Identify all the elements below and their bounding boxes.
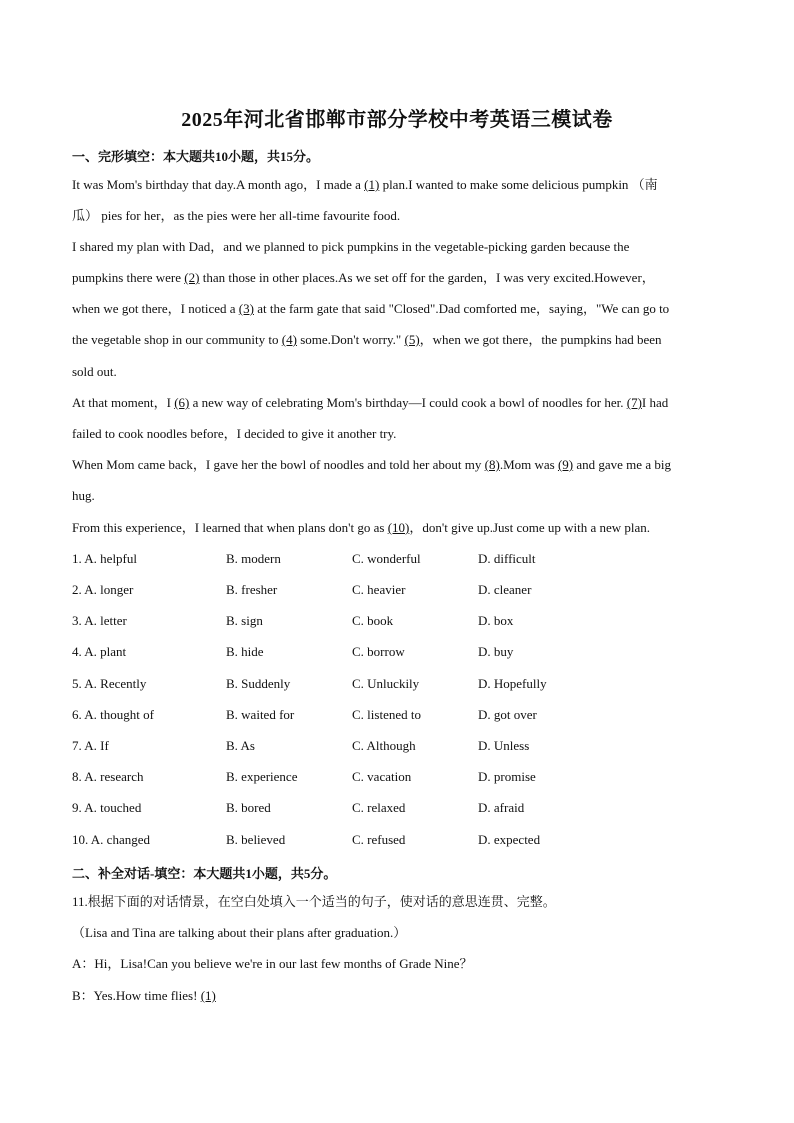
option-a: 2. A. longer — [72, 582, 134, 597]
passage-text: When Mom came back，I gave her the bowl of noodles and told her about my — [72, 457, 485, 472]
passage-line — [72, 520, 722, 536]
option-b: B. bored — [226, 800, 271, 815]
passage-text: at the farm gate that said "Closed".Dad comforted me，saying，"We can go to — [253, 301, 670, 316]
passage-line: 瓜） pies for her，as the pies were her all-time favourite food. — [72, 208, 401, 223]
passage-line — [72, 301, 722, 317]
blank-1: (1) — [364, 177, 380, 192]
passage-text: and gave me a big — [573, 457, 671, 472]
option-c: C. listened to — [352, 707, 421, 722]
option-a: 5. A. Recently — [72, 676, 147, 691]
passage-text: than those in other places.As we set off for the garden，I was very excited.However， — [199, 270, 655, 285]
option-a: 8. A. research — [72, 769, 144, 784]
option-d: D. Hopefully — [478, 676, 547, 691]
option-c: C. relaxed — [352, 800, 406, 815]
dialogue-text: B：Yes.How time flies! — [72, 988, 201, 1003]
option-b: B. hide — [226, 644, 264, 659]
blank-5: (5) — [404, 332, 420, 347]
passage-line — [72, 270, 722, 286]
option-d: D. got over — [478, 707, 537, 722]
passage-text: when we got there，I noticed a — [72, 301, 239, 316]
passage-line — [72, 332, 722, 348]
option-d: D. box — [478, 613, 514, 628]
passage-line: failed to cook noodles before，I decided to give it another try. — [72, 426, 397, 441]
option-d: D. expected — [478, 832, 541, 847]
blank-4: (4) — [281, 332, 297, 347]
passage-text: At that moment，I — [72, 395, 175, 410]
option-d: D. difficult — [478, 551, 536, 566]
option-b: B. Suddenly — [226, 676, 291, 691]
option-b: B. fresher — [226, 582, 278, 597]
passage-text: I had — [641, 395, 669, 410]
option-a: 9. A. touched — [72, 800, 142, 815]
dialogue-line-b — [72, 988, 722, 1004]
option-c: C. vacation — [352, 769, 412, 784]
option-row-4 — [72, 644, 722, 660]
option-d: D. afraid — [478, 800, 525, 815]
option-a: 3. A. letter — [72, 613, 127, 628]
passage-line — [72, 177, 722, 193]
passage-line: hug. — [72, 488, 95, 503]
passage-line — [72, 395, 722, 411]
question-11-instruction: 11.根据下面的对话情景，在空白处填入一个适当的句子，使对话的意思连贯、完整。 — [72, 894, 556, 909]
option-row-1 — [72, 551, 722, 567]
blank-6: (6) — [174, 395, 190, 410]
page-title: 2025年河北省邯郸市部分学校中考英语三模试卷 — [181, 109, 613, 131]
blank-9: (9) — [557, 457, 574, 472]
option-a: 1. A. helpful — [72, 551, 137, 566]
option-row-6 — [72, 707, 722, 723]
option-c: C. refused — [352, 832, 406, 847]
blank-3: (3) — [238, 301, 254, 316]
option-c: C. Unluckily — [352, 676, 420, 691]
passage-text: plan.I wanted to make some delicious pumpkin （南 — [379, 177, 658, 192]
passage-line: I shared my plan with Dad，and we planned to pick pumpkins in the vegetable-picking garden because the — [72, 239, 630, 254]
option-row-9 — [72, 800, 722, 816]
blank-2: (2) — [184, 270, 200, 285]
passage-text: From this experience，I learned that when plans don't go as — [72, 520, 388, 535]
section-1-heading: 一、完形填空：本大题共10小题，共15分。 — [72, 149, 320, 164]
option-b: B. As — [226, 738, 255, 753]
dialogue-line-a: A：Hi，Lisa!Can you believe we're in our last few months of Grade Nine？ — [72, 956, 473, 971]
option-b: B. believed — [226, 832, 286, 847]
option-a: 4. A. plant — [72, 644, 127, 659]
option-row-10 — [72, 832, 722, 848]
option-row-3 — [72, 613, 722, 629]
section-2-heading: 二、补全对话-填空：本大题共1小题，共5分。 — [72, 866, 337, 881]
blank-7: (7) — [626, 395, 642, 410]
option-a: 7. A. If — [72, 738, 109, 753]
passage-text: .Mom was — [499, 457, 558, 472]
option-d: D. promise — [478, 769, 536, 784]
option-d: D. cleaner — [478, 582, 532, 597]
option-row-7 — [72, 738, 722, 754]
option-a: 10. A. changed — [72, 832, 150, 847]
blank-10: (10) — [387, 520, 410, 535]
passage-text: the vegetable shop in our community to — [72, 332, 282, 347]
passage-text: pumpkins there were — [72, 270, 185, 285]
option-b: B. modern — [226, 551, 281, 566]
option-b: B. sign — [226, 613, 263, 628]
option-row-2 — [72, 582, 722, 598]
passage-line: sold out. — [72, 364, 117, 379]
passage-text: It was Mom's birthday that day.A month ago，I made a — [72, 177, 365, 192]
option-d: D. buy — [478, 644, 514, 659]
passage-line — [72, 457, 722, 473]
option-b: B. experience — [226, 769, 298, 784]
option-row-5 — [72, 676, 722, 692]
blank-8: (8) — [484, 457, 500, 472]
passage-text: ，when we got there，the pumpkins had been — [419, 332, 662, 347]
option-c: C. wonderful — [352, 551, 421, 566]
option-b: B. waited for — [226, 707, 295, 722]
option-c: C. borrow — [352, 644, 405, 659]
passage-text: a new way of celebrating Mom's birthday—I could cook a bowl of noodles for her. — [189, 395, 627, 410]
option-c: C. heavier — [352, 582, 406, 597]
passage-text: ，don't give up.Just come up with a new plan. — [409, 520, 651, 535]
dialogue-context: （Lisa and Tina are talking about their plans after graduation.） — [72, 925, 407, 940]
option-c: C. Although — [352, 738, 416, 753]
passage-text: some.Don't worry." — [296, 332, 405, 347]
dialogue-blank-1: (1) — [200, 988, 216, 1003]
option-a: 6. A. thought of — [72, 707, 154, 722]
option-c: C. book — [352, 613, 394, 628]
option-d: D. Unless — [478, 738, 530, 753]
option-row-8 — [72, 769, 722, 785]
